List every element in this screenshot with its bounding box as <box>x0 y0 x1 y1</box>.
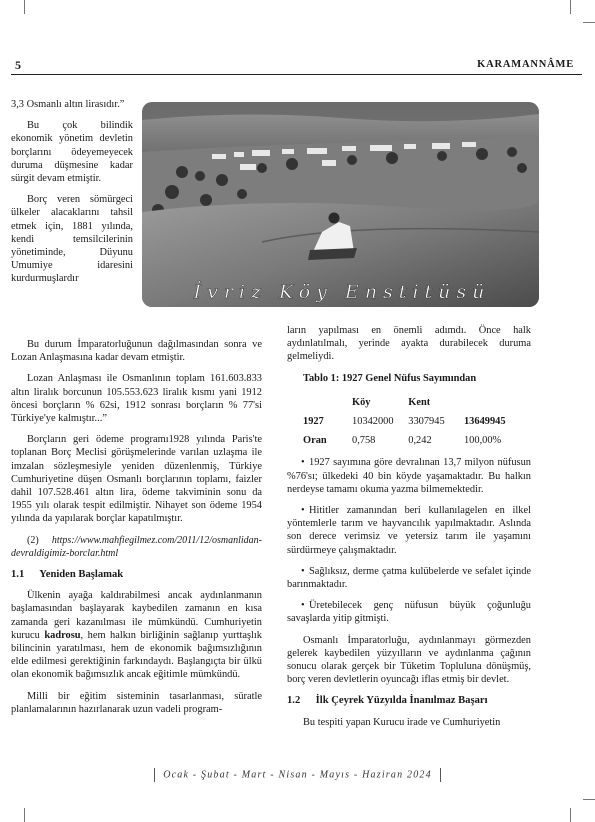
footnote-number: (2) <box>27 534 39 546</box>
table-title: Tablo 1: 1927 Genel Nüfus Sayımından <box>303 372 477 384</box>
census-table <box>303 393 531 451</box>
photo-caption: İvriz Köy Enstitüsü <box>193 281 491 303</box>
table-header-cell: Köy <box>352 396 371 408</box>
page-number: 5 <box>15 58 21 72</box>
crop-mark <box>24 0 25 14</box>
village-institute-photo <box>142 102 539 307</box>
journal-name: KARAMANNÂME <box>477 59 574 70</box>
footer-divider <box>440 768 441 782</box>
crop-mark <box>583 22 595 23</box>
table-cell: 3307945 <box>408 416 445 428</box>
table-cell: 10342000 <box>352 416 394 428</box>
text-run: Ülkenin ayağa kaldırabilmesi ancak aydınlanmanın başlamasından başlayarak kaybedilen zamanın en kısa zamanda geri kazanılması ile mümkündü. Cumhuriyetin kurucu <box>11 590 262 641</box>
footnote-url[interactable]: https://www.mahfiegilmez.com/2011/12/osmanlidan-devraldigimiz-borclar.html <box>11 534 262 559</box>
crop-mark <box>583 799 595 800</box>
paragraph: 3,3 Osmanlı altın lirasıdır.” <box>11 99 125 110</box>
bullet-icon: • <box>301 565 305 577</box>
table-row <box>303 431 531 450</box>
paragraph: Borçların geri ödeme programı1928 yılında Paris'te toplanan Borç Meclisi görüşmelerinde varılan uzlaşma ile imzalan sözleşmesiyle yeniden düzenlenmiş, Türkiye Cumhuriyetine düşen Osmanlı borçlarının toplamı, faizler dahil 107.528.461 altın lira, ödeme takviminin sonu da 1955 yılı olarak tespit edilmiştir. Nihayet son ödeme 1954 yılında da yapılarak borçlar kapatılmıştır. <box>11 434 262 525</box>
crop-mark <box>570 808 571 822</box>
paragraph: Bu çok bilindik ekonomik yönetim devletin borçlarını ödeyemeyecek duruma düşmesine kadar sürgit devam etmiştir. <box>11 120 133 185</box>
narrow-column <box>11 98 133 294</box>
bullet-item <box>287 504 531 557</box>
paragraph: Bu durum İmparatorluğunun dağılmasından sonra ve Lozan Anlaşmasına kadar devam etmiştir. <box>11 339 262 364</box>
table-cell: Oran <box>303 435 327 447</box>
crop-mark <box>24 808 25 822</box>
paragraph: Bu tespiti yapan Kurucu irade ve Cumhuriyetin <box>303 716 501 728</box>
footer-divider <box>154 768 155 782</box>
table-cell: 13649945 <box>463 416 506 428</box>
paragraph: Borç veren sömürgeci ülkeler alacaklarını tahsil etmek için, 1881 yılında, kendi temsilcilerinin yönetiminde, Düyunu Umumiye idaresini kurdurmuşlardır <box>11 194 133 285</box>
table-row <box>303 412 531 431</box>
bullet-icon: • <box>301 505 305 517</box>
table-cell: 100,00% <box>463 435 502 447</box>
text-run: , hem halkın birliğinin sağlanıp yurttaşlık bilincinin yaratılması, hem de ekonomik bağımsızlığının elde edilmesi gerektiğinin farkındaydı. Başlangıçta bir ülkü olan ekonomik bağımsızlık ancak eğitimle mümkündü. <box>11 629 262 681</box>
bullet-text: Sağlıksız, derme çatma kulübelerde ve sefalet içinde barınmaktadır. <box>287 565 531 591</box>
table-cell: 1927 <box>303 416 324 428</box>
bullet-text: Hititler zamanından beri kullanılagelen en ilkel yöntemlerle tarım ve hayvancılık yapılmaktadır. Aslında son derece verimsiz ve yetersiz tarım ile yaşamını sürdürmeye çalışmaktadır. <box>287 505 531 556</box>
left-column <box>11 338 262 724</box>
bullet-icon: • <box>301 600 305 612</box>
paragraph: Osmanlı İmparatorluğu, aydınlanmayı görmezden gelerek kaybedilen yüzyılların ve aydınlanma çağının sonucu olarak gerçek bir Tüketim Topluluna dönüşmüş, borç veren devletlerin oyuncağı iflas etmiş bir devlet. <box>287 634 531 686</box>
bullet-item <box>287 565 531 591</box>
right-column <box>287 324 531 737</box>
table-cell: 0,242 <box>408 435 432 447</box>
section-number: 1.2 <box>287 695 301 707</box>
page-header <box>11 58 582 72</box>
paragraph: Milli bir eğitim sisteminin tasarlanması, süratle planlamalarının hazırlanarak uzun vadeli program- <box>11 690 262 715</box>
section-title: Yeniden Başlamak <box>39 569 124 581</box>
section-heading-1-2 <box>287 694 531 707</box>
table-header-cell <box>464 393 531 412</box>
crop-mark <box>570 0 571 14</box>
table-header-cell: Kent <box>408 396 431 408</box>
footnote <box>11 534 262 560</box>
section-heading-1-1 <box>11 568 262 581</box>
section-number: 1.1 <box>11 569 25 581</box>
bold-text: kadrosu <box>44 629 81 641</box>
table-header-cell <box>303 393 352 412</box>
paragraph: ların yapılması en önemli adımdı. Önce halk aydınlatılmalı, yerinde ayakta durabilecek duruma gelmeliydi. <box>287 325 531 363</box>
table-cell: 0,758 <box>352 435 376 447</box>
paragraph <box>11 589 262 681</box>
bullet-text: 1927 sayımına göre devralınan 13,7 milyon nüfusun %76'sı; ülkedeki 40 bin köyde yaşamaktadır. Bu halkın nerdeyse tamamı okuma yazma bilmemektedir. <box>287 457 531 495</box>
table-header-row <box>303 393 531 412</box>
bullet-text: Üretebilecek genç nüfusun büyük çoğunluğu savaşlarda yitip gitmişti. <box>287 600 531 625</box>
bullet-icon: • <box>301 457 305 469</box>
section-title: İlk Çeyrek Yüzyılda İnanılmaz Başarı <box>315 695 488 707</box>
bullet-item <box>287 599 531 625</box>
paragraph: Lozan Anlaşması ile Osmanlının toplam 161.603.833 altın liralık borcunun 105.553.623 liralık kısmı yani 1912 öncesi borçların % 62si, 1912 sonrası borçların % 77'si Türkiye'ye kalmıştır...” <box>11 373 262 425</box>
header-rule <box>11 74 582 75</box>
page-footer <box>0 768 595 782</box>
footer-text: Ocak - Şubat - Mart - Nisan - Mayıs - Haziran 2024 <box>163 769 432 781</box>
bullet-item <box>287 456 531 496</box>
